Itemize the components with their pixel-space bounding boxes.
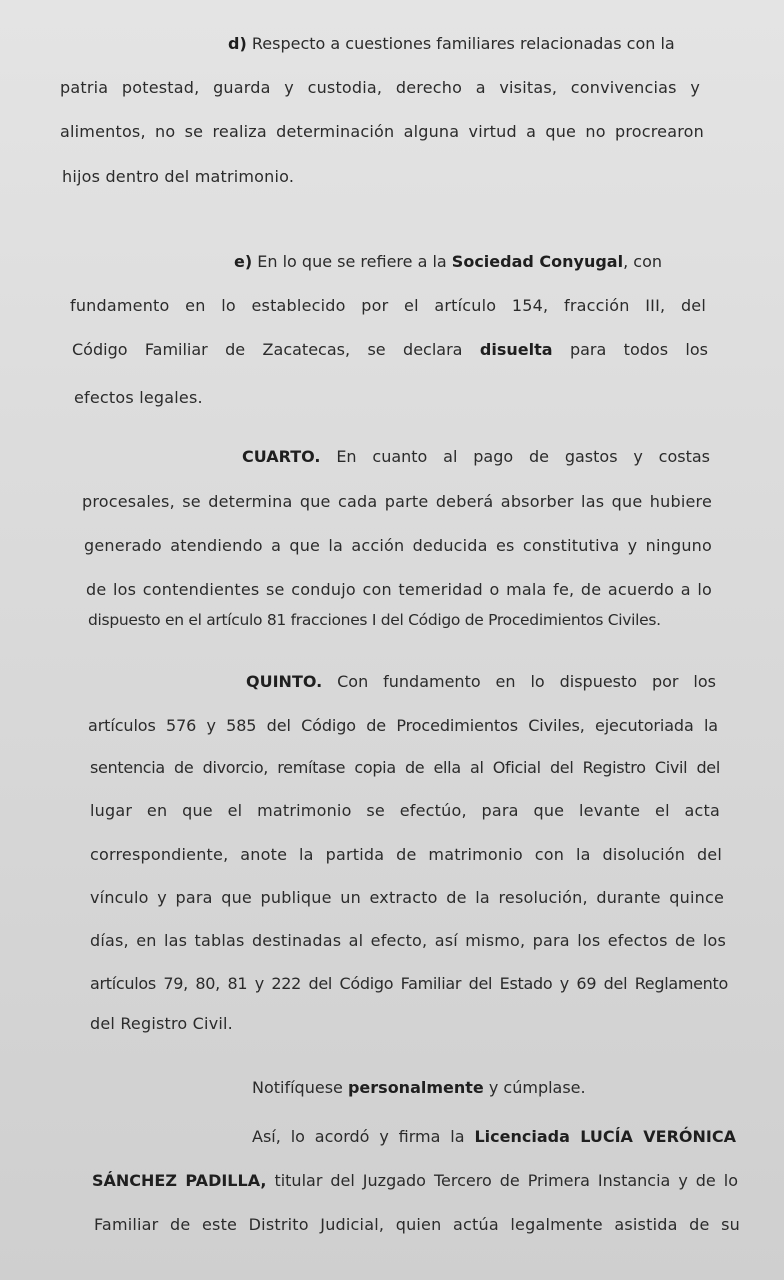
paragraph-cuarto-line-1 [242,447,710,467]
judge-name-part-2: SÁNCHEZ PADILLA, [92,1171,267,1190]
paragraph-quinto-line-4: lugar en que el matrimonio se efectúo, para que levante el acta [90,801,720,820]
paragraph-e-line-4: efectos legales. [74,388,203,407]
paragraph-e-label: e) [234,252,253,271]
signature-text-2b: titular del Juzgado Tercero de Primera Instancia y de lo [274,1171,738,1190]
paragraph-d-line-3: alimentos, no se realiza determinación alguna virtud a que no procrearon [60,122,704,141]
paragraph-e-text-1a: En lo que se refiere a la [257,252,447,271]
paragraph-d-label: d) [228,34,247,53]
paragraph-d-line-4: hijos dentro del matrimonio. [62,167,295,186]
signature-line-3: Familiar de este Distrito Judicial, quien actúa legalmente asistida de su [94,1215,740,1234]
cuarto-label: CUARTO. [242,447,321,466]
quinto-text-1: Con fundamento en lo dispuesto por los [337,672,716,691]
paragraph-d-line-2: patria potestad, guarda y custodia, derecho a visitas, convivencias y [60,78,700,97]
signature-line-2 [92,1171,738,1191]
paragraph-quinto-line-2: artículos 576 y 585 del Código de Procedimientos Civiles, ejecutoriada la [88,716,718,735]
paragraph-cuarto-line-4: de los contendientes se condujo con temeridad o mala fe, de acuerdo a lo [86,580,712,599]
paragraph-quinto-line-7: días, en las tablas destinadas al efecto, así mismo, para los efectos de los [90,931,726,950]
paragraph-e-text-3a: Código Familiar de Zacatecas, se declara [72,340,463,359]
quinto-label: QUINTO. [246,672,323,691]
signature-text-1a: Así, lo acordó y firma la [252,1127,465,1146]
paragraph-cuarto-line-5: dispuesto en el artículo 81 fracciones I del Código de Procedimientos Civiles. [88,611,661,629]
paragraph-e-line-2: fundamento en lo establecido por el artículo 154, fracción III, del [70,296,706,315]
paragraph-d-line-1 [228,34,675,54]
paragraph-quinto-line-5: correspondiente, anote la partida de matrimonio con la disolución del [90,845,722,864]
notif-text-c: y cúmplase. [488,1078,586,1097]
paragraph-e-text-3c: para todos los [569,340,708,359]
paragraph-quinto-line-9: del Registro Civil. [90,1014,233,1033]
paragraph-d-text-1: Respecto a cuestiones familiares relacionadas con la [251,34,675,53]
disuelta-term: disuelta [479,340,553,359]
paragraph-e-line-3 [72,340,708,360]
personalmente-term: personalmente [347,1078,484,1097]
sociedad-conyugal-term: Sociedad Conyugal [451,252,624,271]
paragraph-e-text-1c: , con [623,252,662,271]
paragraph-quinto-line-6: vínculo y para que publique un extracto de la resolución, durante quince [90,888,724,907]
notification-line [252,1078,586,1098]
paragraph-quinto-line-3: sentencia de divorcio, remítase copia de ella al Oficial del Registro Civil del [90,758,720,777]
judge-name-part-1: Licenciada LUCÍA VERÓNICA [474,1127,736,1146]
paragraph-quinto-line-8: artículos 79, 80, 81 y 222 del Código Familiar del Estado y 69 del Reglamento [90,974,728,993]
paragraph-e-line-1 [234,252,662,272]
cuarto-text-1: En cuanto al pago de gastos y costas [336,447,711,466]
signature-line-1 [252,1127,736,1147]
paragraph-quinto-line-1 [246,672,716,692]
notif-text-a: Notifíquese [252,1078,343,1097]
paragraph-cuarto-line-3: generado atendiendo a que la acción deducida es constitutiva y ninguno [84,536,712,555]
paragraph-cuarto-line-2: procesales, se determina que cada parte deberá absorber las que hubiere [82,492,712,511]
